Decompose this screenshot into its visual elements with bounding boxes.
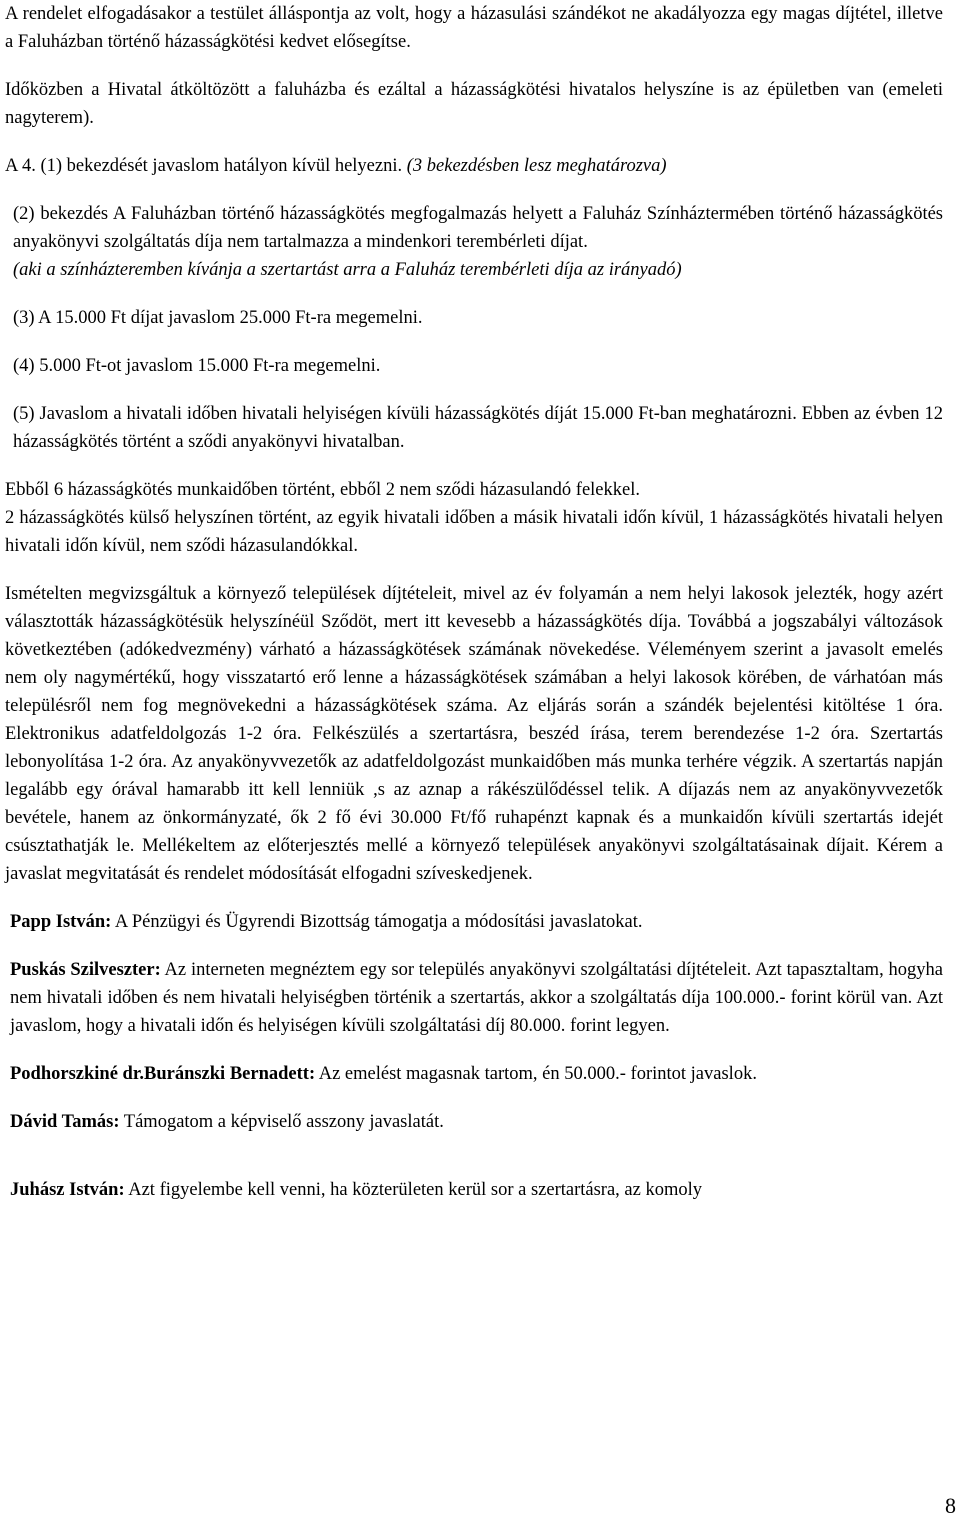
paragraph-justification: Ismételten megvizsgáltuk a környező települések díjtételeit, mivel az év folyamán a nem helyi lakosok jelezték, hogy azért választották házasságkötésük helyszínéül Sződöt, mert itt kevesebb a házasságkötés díja. Továbbá a jogszabályi változások következtében (adókedvezmény) várható a házasságkötések számának növekedése. Véleményem szerint a javasolt emelés nem oly nagymértékű, hogy visszatartó erő lenne a házasságkötések számában a helyi lakosok körében, de várhatóan más településről nem fog megnövekedni a házasságkötések száma. Az eljárás során a szándék bejelentési kitöltése 1 óra. Elektronikus adatfeldolgozás 1-2 óra. Felkészülés a szertartásra, beszéd írása, terem berendezése 1-2 óra. Szertartás lebonyolítása 1-2 óra. Az anyakönyvvezetők az adatfeldolgozást munkaidőben más munka terhére végzik. A szertartás napján legalább egy órával hamarabb itt kell lenniük ,s az aznap a rákészülődéssel telik. A díjazás nem az anyakönyvvezetők bevétele, hanem az önkormányzaté, ők 2 fő évi 30.000 Ft/fő ruhapénzt kapnak és a munkaidőn kívüli szertartás idejét csúsztathatják le. Mellékeltem az előterjesztés mellé a környező települések anyakönyvi szolgáltatásainak díjait. Kérem a javaslat megvitatását és rendelet módosítását elfogadni szíveskedjenek. [5, 584, 943, 884]
speaker-name: Papp István: [10, 912, 112, 932]
speaker-name: Dávid Tamás: [10, 1112, 120, 1132]
speech-podhorszkine [5, 1060, 943, 1088]
paragraph-subsection-2: (2) bekezdés A Faluházban történő házasságkötés megfogalmazás helyett a Faluház Színháztermében történő házasságkötés anyakönyvi szolgáltatás díja nem tartalmazza a mindenkori terembérleti díjat. [13, 204, 943, 252]
speech-text: Támogatom a képviselő asszony javaslatát. [119, 1112, 444, 1132]
paragraph-external-venue: 2 házasságkötés külső helyszínen történt, az egyik hivatali időben a másik hivatali időn kívül, 1 házasságkötés hivatali helyen hivatali időn kívül, nem sződi házasulandókkal. [5, 508, 943, 556]
speech-text: Az emelést magasnak tartom, én 50.000.- forintot javaslok. [315, 1064, 757, 1084]
paragraph-statistics: Ebből 6 házasságkötés munkaidőben történt, ebből 2 nem sződi házasulandó felekkel. [5, 480, 640, 500]
speech-puskas [5, 956, 943, 1040]
speaker-name: Juhász István: [10, 1180, 125, 1200]
page-number: 8 [945, 1493, 956, 1518]
speech-text: Az interneten megnéztem egy sor település anyakönyvi szolgáltatási díjtételeit. Azt tapasztaltam, hogyha nem hivatali időben és nem hivatali helyiségben történik a szertartás, akkor a szolgáltatás díja 100.000.- forint körül van. Azt javaslom, hogy a hivatali időn és helyiségen kívüli szolgáltatási díj 80.000. forint legyen. [10, 960, 943, 1036]
speech-text: Azt figyelembe kell venni, ha közterületen kerül sor a szertartásra, az komoly [124, 1180, 703, 1200]
document-page [5, 0, 943, 1204]
speaker-name: Podhorszkiné dr.Buránszki Bernadett: [10, 1064, 316, 1084]
paragraph-intro: A rendelet elfogadásakor a testület álláspontja az volt, hogy a házasulási szándékot ne akadályozza egy magas díjtétel, illetve a Faluházban történő házasságkötési kedvet elősegítse. [5, 4, 943, 52]
speech-text: A Pénzügyi és Ügyrendi Bizottság támogatja a módosítási javaslatokat. [111, 912, 643, 932]
speech-papp [5, 908, 943, 936]
paragraph-relocation: Időközben a Hivatal átköltözött a faluházba és ezáltal a házasságkötési hivatalos helyszíne is az épületben van (emeleti nagyterem). [5, 80, 943, 128]
speech-david [5, 1108, 943, 1136]
paragraph-subsection-3: (3) A 15.000 Ft díjat javaslom 25.000 Ft-ra megemelni. [13, 308, 423, 328]
section-4-text: A 4. (1) bekezdését javaslom hatályon kívül helyezni. [5, 156, 407, 176]
paragraph-subsection-2-note: (aki a színházteremben kívánja a szertartást arra a Faluház terembérleti díja az irányadó) [13, 260, 682, 280]
speaker-name: Puskás Szilveszter: [10, 960, 161, 980]
paragraph-subsection-4: (4) 5.000 Ft-ot javaslom 15.000 Ft-ra megemelni. [13, 356, 381, 376]
paragraph-subsection-5: (5) Javaslom a hivatali időben hivatali helyiségen kívüli házasságkötés díját 15.000 Ft-ban meghatározni. Ebben az évben 12 házasságkötés történt a sződi anyakönyvi hivatalban. [13, 404, 943, 452]
paragraph-section-4 [5, 152, 943, 180]
section-4-note: (3 bekezdésben lesz meghatározva) [406, 156, 667, 176]
speech-juhasz [5, 1176, 943, 1204]
